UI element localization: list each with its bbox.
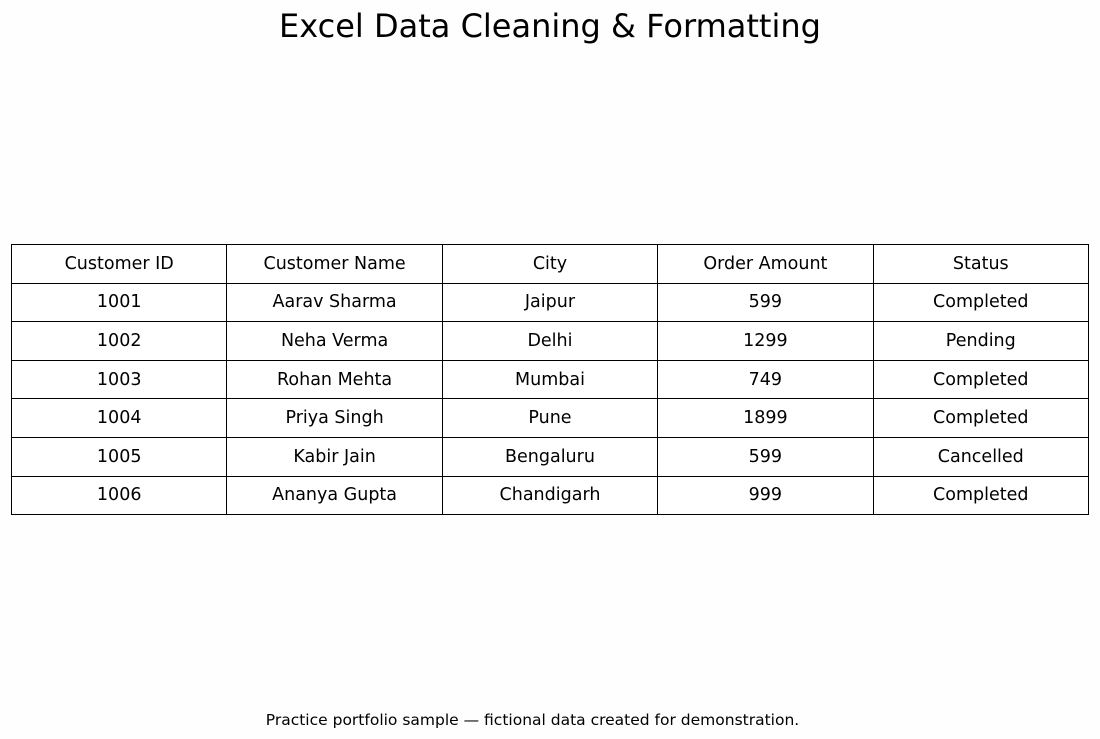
cell-customer-name: Rohan Mehta — [227, 360, 442, 399]
page-title: Excel Data Cleaning & Formatting — [279, 7, 821, 45]
column-header-order-amount: Order Amount — [658, 245, 873, 284]
customer-orders-table — [11, 244, 1089, 515]
cell-status: Completed — [873, 360, 1088, 399]
cell-order-amount: 599 — [658, 283, 873, 322]
table-row — [12, 360, 1089, 399]
column-header-status: Status — [873, 245, 1088, 284]
column-header-customer-name: Customer Name — [227, 245, 442, 284]
cell-customer-id: 1005 — [12, 437, 227, 476]
cell-order-amount: 999 — [658, 476, 873, 515]
cell-city: Bengaluru — [442, 437, 657, 476]
cell-order-amount: 1299 — [658, 322, 873, 361]
cell-city: Mumbai — [442, 360, 657, 399]
cell-status: Completed — [873, 399, 1088, 438]
table-header-row — [12, 245, 1089, 284]
cell-customer-name: Kabir Jain — [227, 437, 442, 476]
table-row — [12, 476, 1089, 515]
cell-customer-id: 1003 — [12, 360, 227, 399]
cell-order-amount: 1899 — [658, 399, 873, 438]
cell-customer-id: 1002 — [12, 322, 227, 361]
column-header-city: City — [442, 245, 657, 284]
table-row — [12, 283, 1089, 322]
cell-order-amount: 749 — [658, 360, 873, 399]
table-row — [12, 399, 1089, 438]
cell-city: Pune — [442, 399, 657, 438]
cell-status: Completed — [873, 476, 1088, 515]
cell-customer-id: 1004 — [12, 399, 227, 438]
footer-note: Practice portfolio sample — fictional data created for demonstration. — [265, 711, 800, 729]
cell-status: Completed — [873, 283, 1088, 322]
cell-order-amount: 599 — [658, 437, 873, 476]
cell-city: Chandigarh — [442, 476, 657, 515]
table-row — [12, 437, 1089, 476]
cell-customer-name: Priya Singh — [227, 399, 442, 438]
cell-customer-id: 1006 — [12, 476, 227, 515]
cell-customer-name: Ananya Gupta — [227, 476, 442, 515]
table-row — [12, 322, 1089, 361]
cell-customer-name: Neha Verma — [227, 322, 442, 361]
cell-status: Cancelled — [873, 437, 1088, 476]
cell-city: Jaipur — [442, 283, 657, 322]
cell-customer-id: 1001 — [12, 283, 227, 322]
column-header-customer-id: Customer ID — [12, 245, 227, 284]
cell-status: Pending — [873, 322, 1088, 361]
cell-city: Delhi — [442, 322, 657, 361]
cell-customer-name: Aarav Sharma — [227, 283, 442, 322]
